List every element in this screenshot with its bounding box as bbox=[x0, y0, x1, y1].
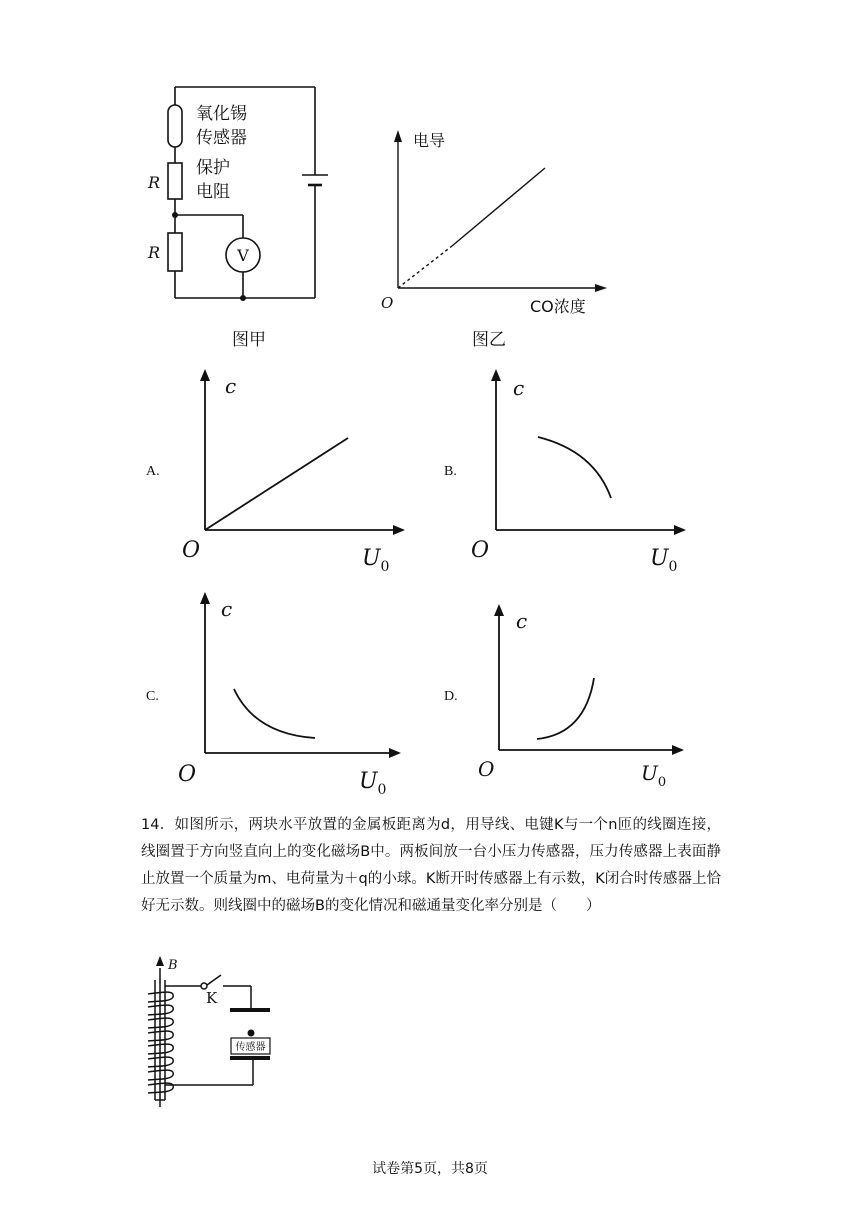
r-label: R bbox=[148, 243, 161, 262]
coil-capacitor-figure bbox=[135, 952, 295, 1117]
caption-jia: 图甲 bbox=[232, 330, 266, 350]
voltmeter-label: V bbox=[237, 246, 249, 265]
option-b-label: B. bbox=[444, 464, 457, 479]
axis-u-main: U bbox=[359, 769, 378, 794]
switch-k-label: K bbox=[206, 989, 218, 1007]
origin-label: O bbox=[381, 294, 394, 312]
charged-ball bbox=[248, 1030, 255, 1037]
origin-label: O bbox=[471, 538, 490, 563]
axis-c-label: c bbox=[516, 609, 528, 633]
curve-b bbox=[538, 437, 611, 498]
caption-yi: 图乙 bbox=[472, 330, 506, 350]
sensor-label: 传感器 bbox=[235, 1042, 266, 1053]
option-b-graph bbox=[466, 365, 706, 575]
curve-a bbox=[205, 438, 348, 530]
protect-resistor-label: 保护 bbox=[196, 158, 230, 178]
axis-u-sub: 0 bbox=[377, 782, 387, 798]
axis-c-label: c bbox=[225, 374, 237, 398]
option-a-label: A. bbox=[146, 464, 160, 479]
option-d-label: D. bbox=[444, 689, 458, 704]
axis-u-sub: 0 bbox=[380, 559, 390, 575]
axis-c-label: c bbox=[221, 597, 233, 621]
protect-resistor-label: 电阻 bbox=[196, 182, 230, 202]
top-metal-plate bbox=[230, 1008, 270, 1012]
option-a-graph bbox=[175, 365, 415, 575]
axis-u-label bbox=[362, 546, 389, 575]
sensor-label: 氧化锡 bbox=[196, 104, 247, 124]
axis-u-label bbox=[641, 761, 666, 790]
axis-u-sub: 0 bbox=[668, 559, 678, 575]
y-axis-label: 电导 bbox=[413, 131, 446, 150]
r-label: R bbox=[148, 173, 161, 192]
option-d-graph bbox=[466, 598, 706, 798]
axis-u-label bbox=[650, 546, 677, 575]
circuit-figure-jia bbox=[130, 75, 350, 315]
page-footer: 试卷第5页，共8页 bbox=[372, 1161, 488, 1177]
curve-c bbox=[234, 689, 315, 738]
protection-resistor bbox=[168, 163, 182, 199]
graph-figure-yi bbox=[375, 118, 615, 323]
curve-d bbox=[537, 678, 594, 739]
question-14-text: 14．如图所示，两块水平放置的金属板距离为d，用导线、电键K与一个n匝的线圈连接，线圈置于方向竖直向上的变化磁场B中。两板间放一台小压力传感器，压力传感器上表面静止放置一个质量为m、电荷量为＋q的小球。K断开时传感器上有示数，K闭合时传感器上恰好无示数。则线圈中的磁场B的变化情况和磁通量变化率分别是（ ） bbox=[141, 817, 721, 914]
origin-label: O bbox=[478, 757, 495, 781]
resistor-r bbox=[168, 233, 182, 271]
sensor-label: 传感器 bbox=[196, 128, 247, 148]
bottom-metal-plate bbox=[230, 1056, 270, 1060]
axis-u-sub: 0 bbox=[657, 775, 667, 790]
axis-u-main: U bbox=[362, 546, 381, 571]
axis-u-main: U bbox=[650, 546, 669, 571]
origin-label: O bbox=[182, 538, 201, 563]
axis-u-main: U bbox=[641, 761, 658, 785]
junction-dot bbox=[240, 295, 246, 301]
tin-oxide-sensor bbox=[168, 105, 182, 147]
junction-dot bbox=[172, 212, 178, 218]
axis-u-label bbox=[359, 769, 386, 798]
x-axis-label: CO浓度 bbox=[530, 297, 586, 316]
option-c-graph bbox=[175, 588, 415, 803]
axis-c-label: c bbox=[513, 376, 525, 400]
b-field-label: B bbox=[168, 958, 178, 973]
origin-label: O bbox=[178, 762, 197, 787]
option-c-label: C. bbox=[146, 689, 159, 704]
